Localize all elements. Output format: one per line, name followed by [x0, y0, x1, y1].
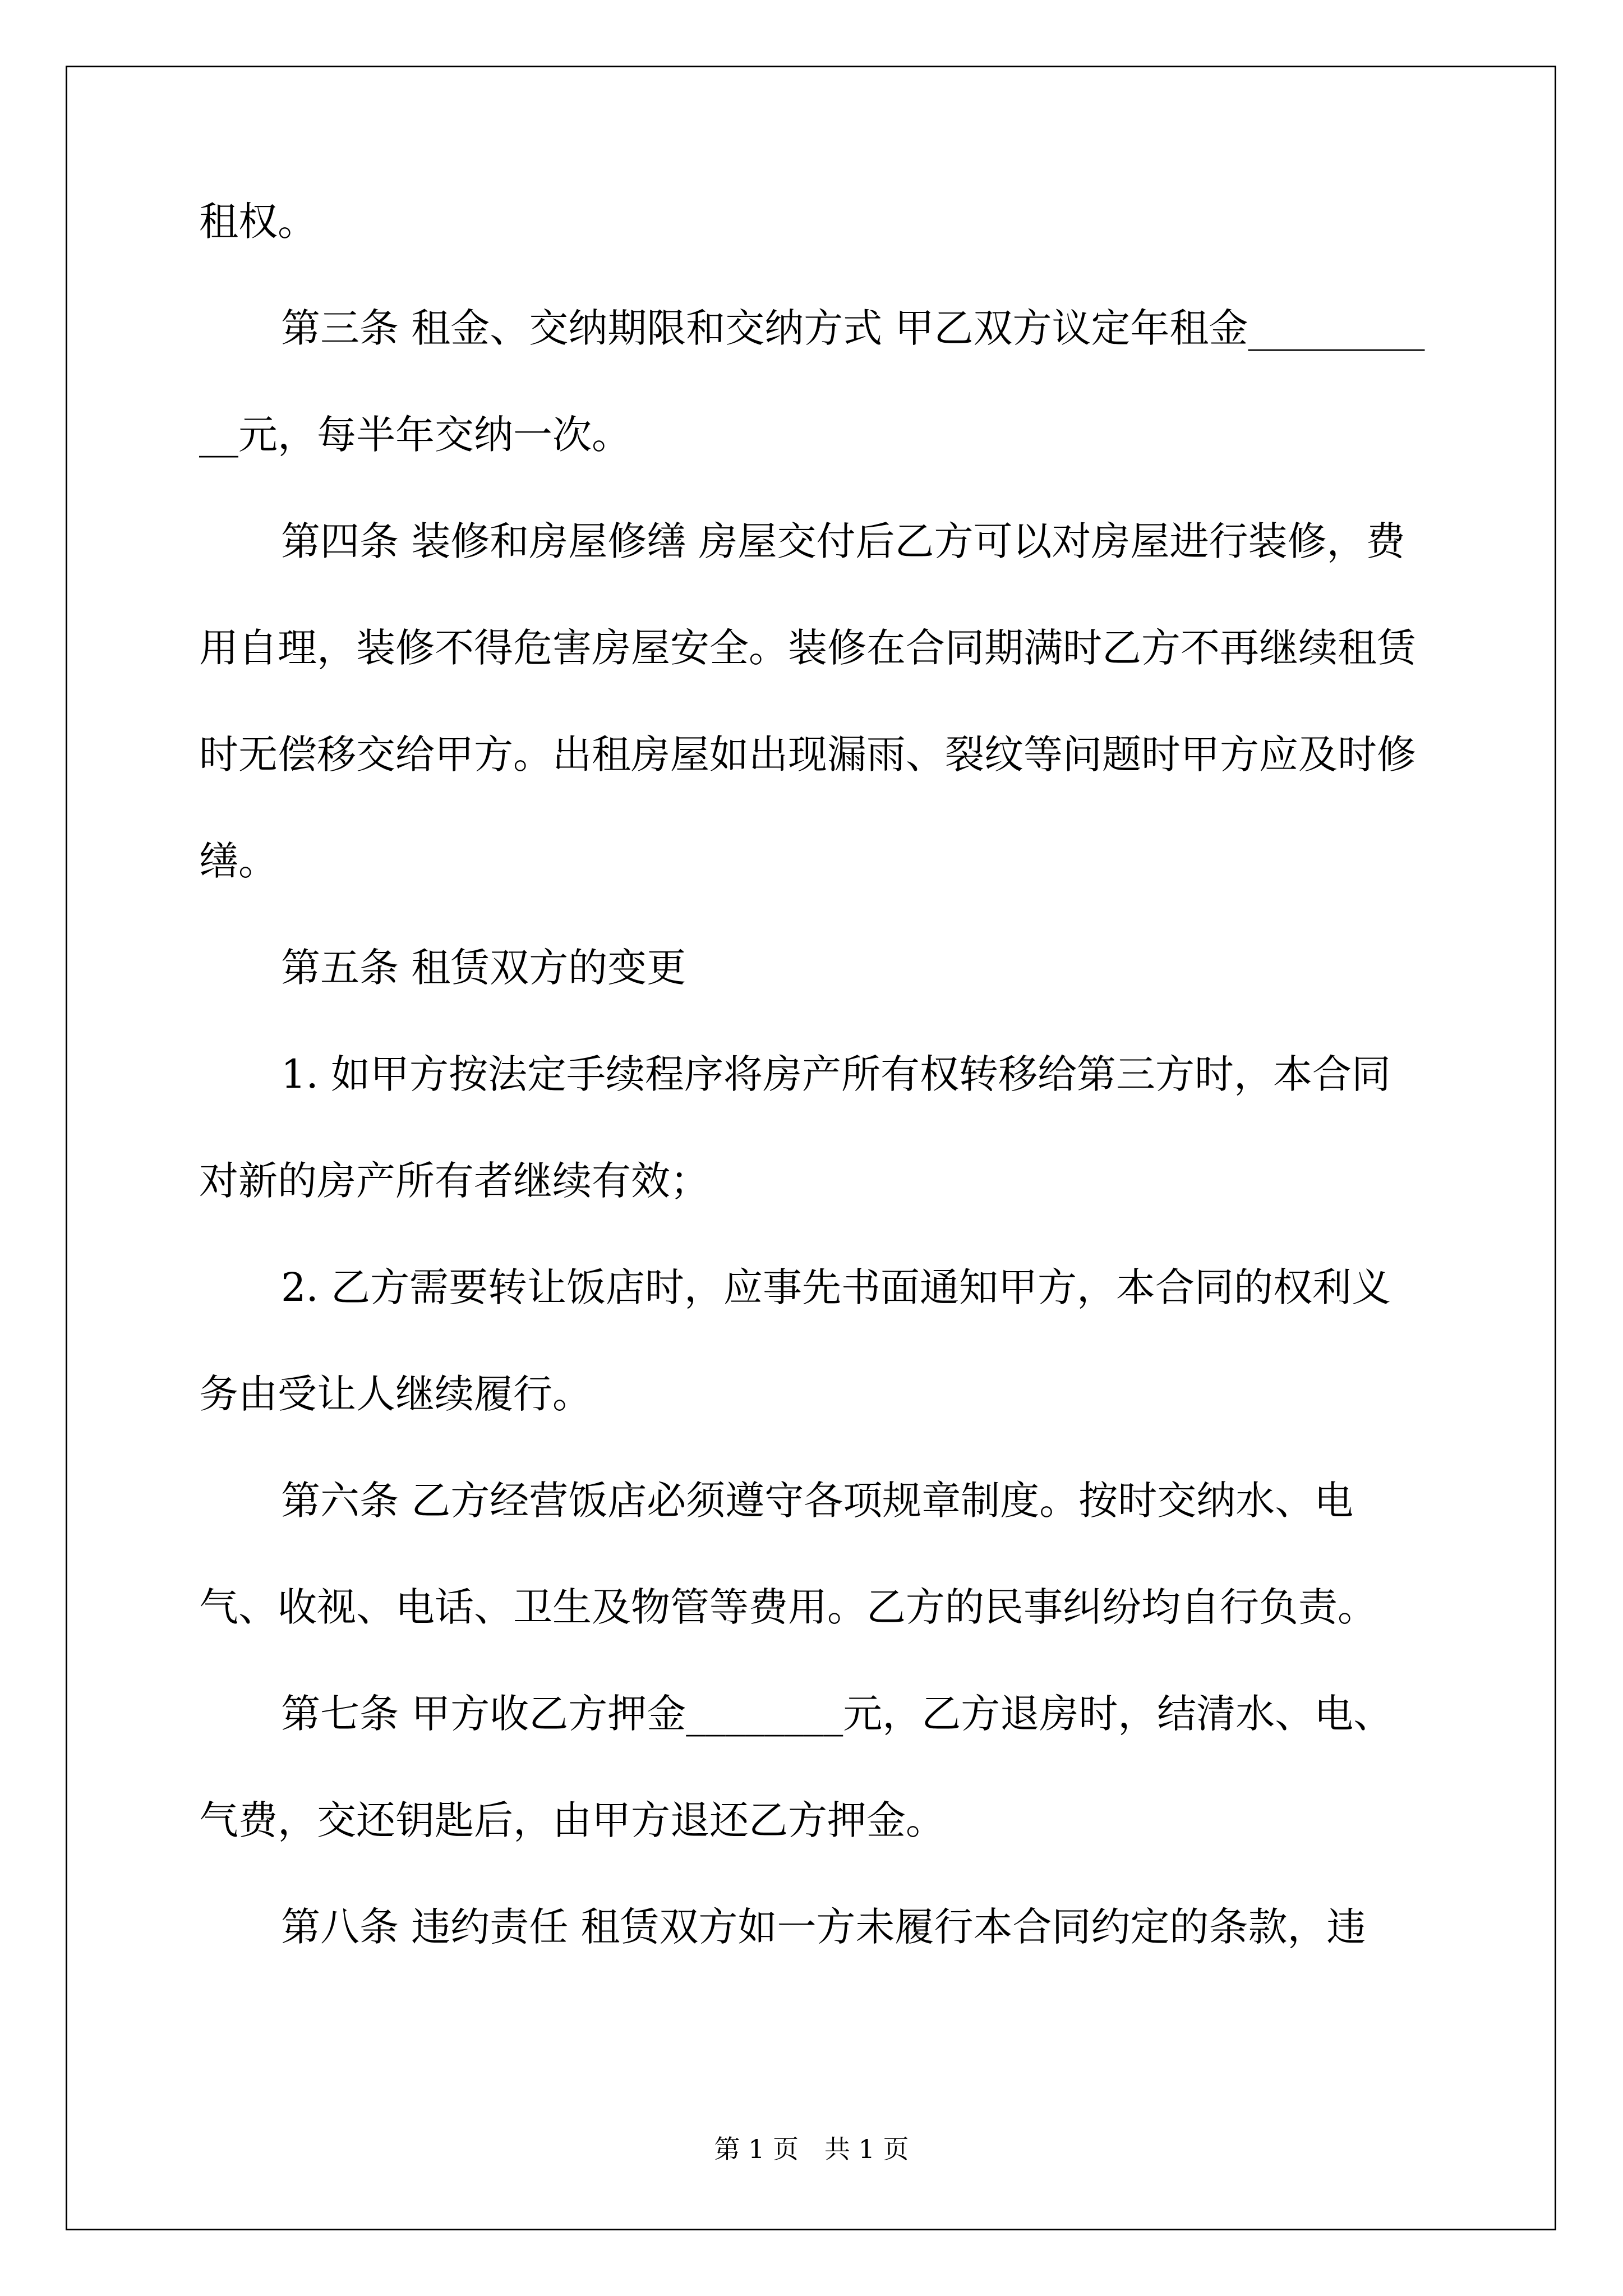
page-footer: 第 1 页 共 1 页: [714, 2134, 909, 2164]
paragraph-2: 第三条 租金、交纳期限和交纳方式 甲乙双方议定年租金___________元，每半年交纳一次。: [199, 305, 1425, 458]
paragraph-8: 第七条 甲方收乙方押金________元，乙方退房时，结清水、电、气费，交还钥匙后，由甲方退还乙方押金。: [199, 1691, 1393, 1843]
paragraph-6: 2. 乙方需要转让饭店时，应事先书面通知甲方，本合同的权利义务由受让人继续履行。: [199, 1264, 1391, 1417]
paragraph-9: 第八条 违约责任 租赁双方如一方未履行本合同约定的条款，违: [281, 1904, 1366, 1950]
paragraph-4: 第五条 租赁双方的变更: [281, 945, 686, 991]
paragraph-5: 1. 如甲方按法定手续程序将房产所有权转移给第三方时，本合同对新的房产所有者继续有效；: [199, 1051, 1391, 1204]
paragraph-3: 第四条 装修和房屋修缮 房屋交付后乙方可以对房屋进行装修，费用自理，装修不得危害房屋安全。装修在合同期满时乙方不再继续租赁时无偿移交给甲方。出租房屋如出现漏雨、裂纹等问题时甲方应及时修缮。: [199, 518, 1416, 884]
paragraph-1: 租权。: [199, 199, 317, 245]
document-body: [199, 168, 1427, 1980]
paragraph-7: 第六条 乙方经营饭店必须遵守各项规章制度。按时交纳水、电气、收视、电话、卫生及物管等费用。乙方的民事纠纷均自行负责。: [199, 1478, 1377, 1630]
